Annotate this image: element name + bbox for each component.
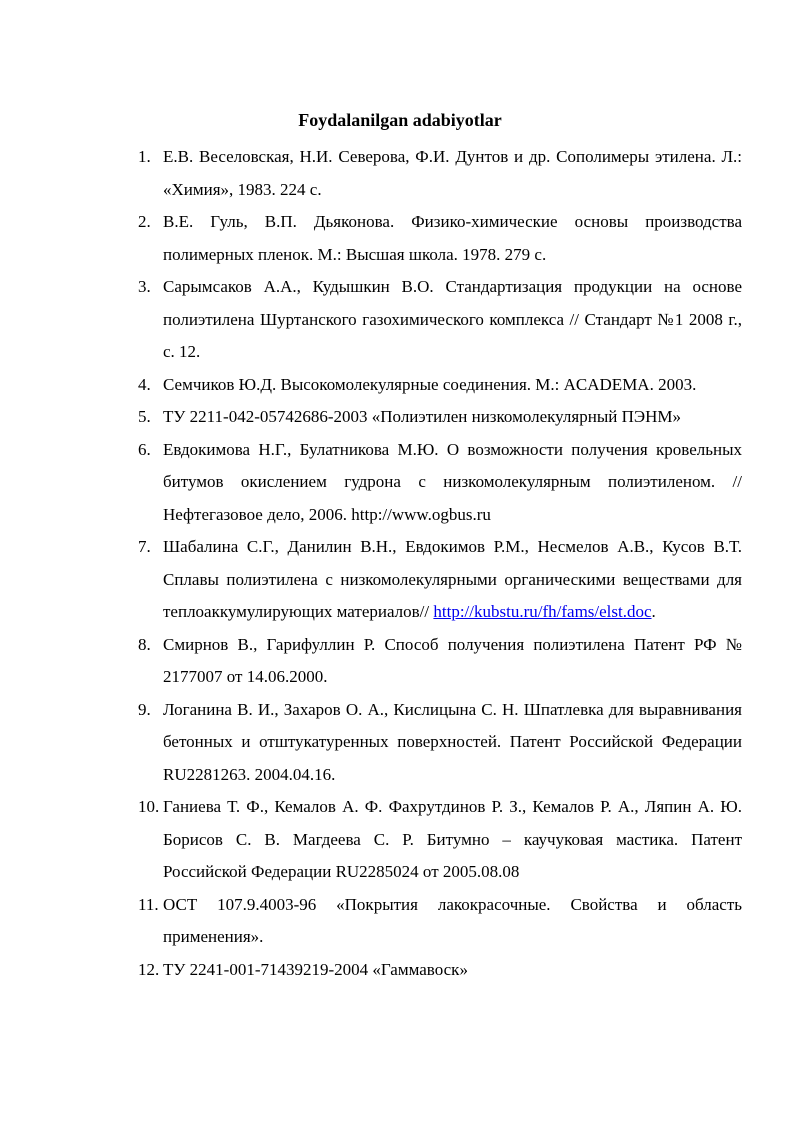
reference-text — [163, 531, 742, 629]
reference-text: Е.В. Веселовская, Н.И. Северова, Ф.И. Дунтов и др. Сополимеры этилена. Л.: «Химия», 1983. 224 с. — [163, 147, 742, 199]
reference-number: 5. — [138, 407, 151, 426]
reference-number: 4. — [138, 374, 151, 394]
reference-item-3 — [138, 271, 742, 369]
reference-item-7 — [138, 531, 742, 629]
reference-number: 8. — [138, 634, 151, 654]
reference-item-11 — [138, 889, 742, 954]
reference-item-12 — [138, 954, 742, 987]
reference-item-8 — [138, 629, 742, 694]
reference-trailing-punctuation: . — [651, 602, 656, 621]
reference-number: 1. — [138, 147, 151, 166]
reference-text: ТУ 2211-042-05742686-2003 «Полиэтилен низкомолекулярный ПЭНМ» — [163, 407, 681, 426]
reference-number: 10. — [138, 797, 160, 816]
reference-text: Логанина В. И., Захаров О. А., Кислицына С. Н. Шпатлевка для выравнивания бетонных и отштукатуренных поверхностей. Патент Российской Федерации RU2281263. 2004.04.16. — [163, 699, 742, 784]
reference-text: ТУ 2241-001-71439219-2004 «Гаммавоск» — [163, 959, 468, 979]
reference-body: Шабалина С.Г., Данилин В.Н., Евдокимов Р.М., Несмелов А.В., Кусов В.Т. Сплавы полиэтилена с низкомолекулярными органическими веществами для теплоаккумулирующих материалов// — [163, 537, 742, 621]
reference-item-5 — [138, 401, 742, 434]
reference-item-1 — [138, 141, 742, 206]
reference-item-6 — [138, 434, 742, 532]
reference-text: Семчиков Ю.Д. Высокомолекулярные соединения. М.: ACADEMA. 2003. — [163, 374, 697, 394]
reference-number: 6. — [138, 439, 151, 459]
reference-text: Евдокимова Н.Г., Булатникова М.Ю. О возможности получения кровельных битумов окислением гудрона с низкомолекулярным полиэтиленом. //Нефтегазовое дело, 2006. http://www.ogbus.ru — [163, 439, 742, 524]
reference-number: 11. — [138, 894, 159, 914]
reference-number: 2. — [138, 212, 151, 231]
reference-text: В.Е. Гуль, В.П. Дьяконова. Физико-химические основы производства полимерных пленок. М.: Высшая школа. 1978. 279 с. — [163, 212, 742, 264]
reference-list — [138, 141, 742, 986]
reference-number: 9. — [138, 699, 151, 719]
reference-number: 3. — [138, 277, 151, 296]
reference-text: ОСТ 107.9.4003-96 «Покрытия лакокрасочные. Свойства и область применения». — [163, 894, 742, 946]
reference-item-9 — [138, 694, 742, 792]
page-title: Foydalanilgan adabiyotlar — [298, 110, 502, 130]
reference-item-10 — [138, 791, 742, 889]
reference-number: 7. — [138, 537, 151, 556]
reference-number: 12. — [138, 959, 160, 979]
reference-text: Сарымсаков А.А., Кудышкин В.О. Стандартизация продукции на основе полиэтилена Шуртанского газохимического комплекса // Стандарт №1 2008 г., с. 12. — [163, 277, 742, 361]
reference-text: Смирнов В., Гарифуллин Р. Способ получения полиэтилена Патент РФ № 2177007 от 14.06.2000. — [163, 634, 742, 686]
reference-text: Ганиева Т. Ф., Кемалов А. Ф. Фахрутдинов Р. З., Кемалов Р. А., Ляпин А. Ю. Борисов С. В. Магдеева С. Р. Битумно – каучуковая мастика. Патент Российской Федерации RU2285024 от 2005.08.08 — [163, 797, 742, 881]
reference-item-2 — [138, 206, 742, 271]
reference-link[interactable]: http://kubstu.ru/fh/fams/elst.doc — [433, 602, 652, 621]
reference-item-4 — [138, 369, 742, 402]
